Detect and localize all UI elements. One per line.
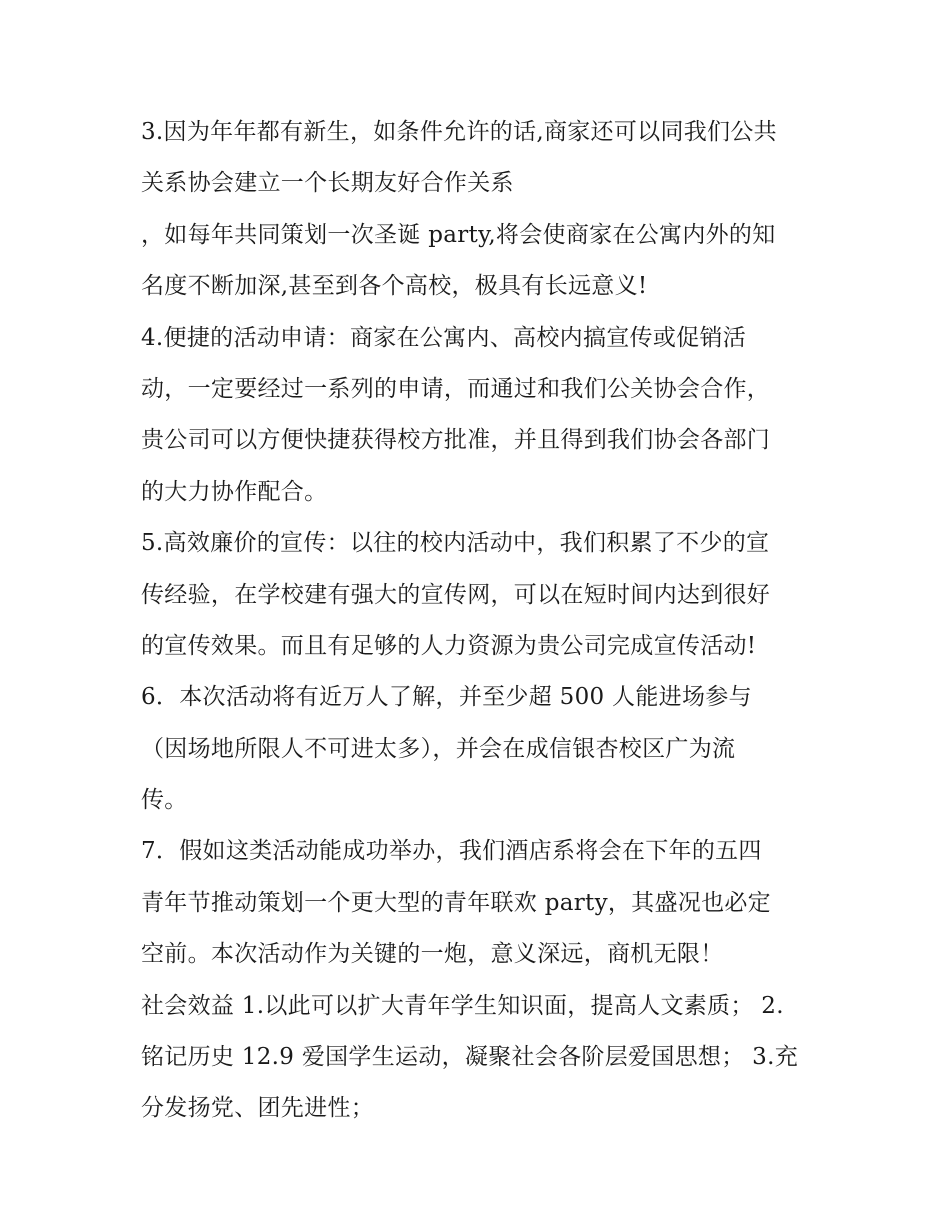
text-line-15: 7．假如这类活动能成功举办，我们酒店系将会在下年的五四 [141, 838, 762, 865]
text-line-18: 社会效益 1.以此可以扩大青年学生知识面，提高人文素质； 2. [141, 992, 784, 1019]
text-line-19: 铭记历史 12.9 爱国学生运动，凝聚社会各阶层爱国思想； 3.充 [141, 1044, 798, 1071]
text-line-11: 的宣传效果。而且有足够的人力资源为贵公司完成宣传活动! [141, 632, 757, 659]
text-line-3: ，如每年共同策划一次圣诞 party,将会使商家在公寓内外的知 [141, 221, 776, 248]
text-line-13: （因场地所限人不可进太多），并会在成信银杏校区广为流 [141, 735, 736, 762]
document-body [141, 107, 821, 1135]
text-line-6: 动，一定要经过一系列的申请，而通过和我们公关协会合作， [141, 375, 771, 402]
text-line-1: 3.因为年年都有新生，如条件允许的话,商家还可以同我们公共 [141, 119, 777, 145]
text-line-4: 名度不断加深,甚至到各个高校，极具有长远意义! [141, 273, 648, 300]
text-line-20: 分发扬党、团先进性； [141, 1095, 374, 1122]
text-line-9: 5.高效廉价的宣传：以往的校内活动中，我们积累了不少的宣 [141, 530, 770, 557]
text-line-10: 传经验，在学校建有强大的宣传网，可以在短时间内达到很好 [141, 581, 771, 608]
text-line-16: 青年节推动策划一个更大型的青年联欢 party，其盛况也必定 [141, 889, 771, 916]
text-line-8: 的大力协作配合。 [141, 478, 328, 505]
text-line-12: 6．本次活动将有近万人了解，并至少超 500 人能进场参与 [141, 684, 752, 711]
text-line-14: 传。 [141, 787, 188, 814]
text-line-2: 关系协会建立一个长期友好合作关系 [141, 170, 514, 197]
text-line-17: 空前。本次活动作为关键的一炮，意义深远，商机无限！ [141, 941, 724, 968]
text-line-7: 贵公司可以方便快捷获得校方批准，并且得到我们协会各部门 [141, 427, 771, 454]
text-line-5: 4.便捷的活动申请：商家在公寓内、高校内搞宣传或促销活 [141, 324, 747, 351]
